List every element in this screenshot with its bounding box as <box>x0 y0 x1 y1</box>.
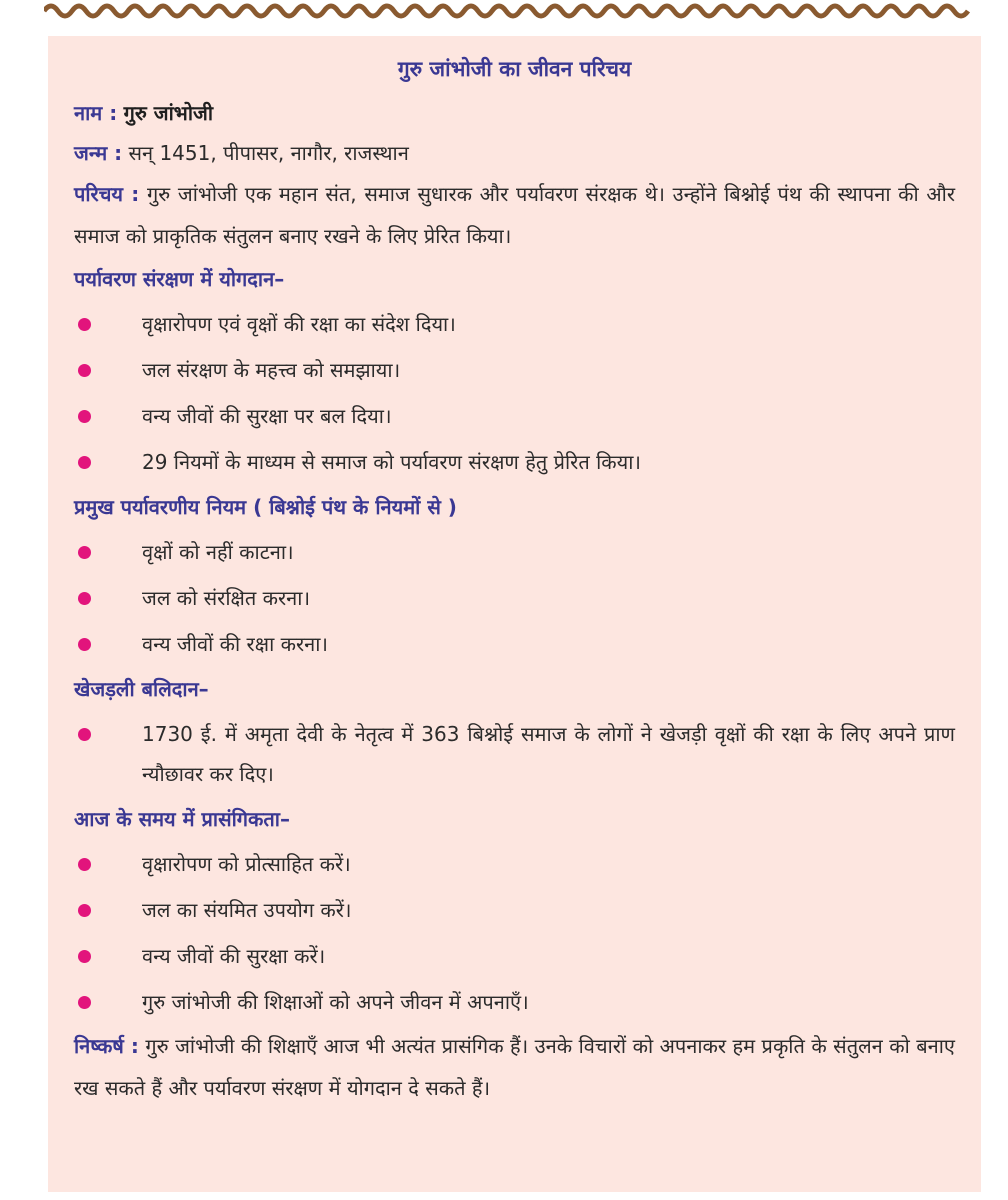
decorative-wave-border <box>44 0 974 22</box>
list-item-text: जल का संयमित उपयोग करें। <box>142 898 352 922</box>
name-row <box>74 93 955 133</box>
bullet-icon <box>78 364 91 377</box>
biography-card <box>48 36 981 1192</box>
list-item <box>74 979 955 1025</box>
relevance-heading: आज के समय में प्रासंगिकता– <box>74 807 290 831</box>
list-item <box>74 575 955 621</box>
list-item <box>74 347 955 393</box>
conclusion-text: गुरु जांभोजी की शिक्षाएँ आज भी अत्यंत प्रासंगिक हैं। उनके विचारों को अपनाकर हम प्रकृति के संतुलन को बनाए रख सकते हैं और पर्यावरण संरक्षण में योगदान दे सकते हैं। <box>74 1034 955 1100</box>
bullet-icon <box>78 592 91 605</box>
conclusion-label: निष्कर्ष : <box>74 1034 139 1058</box>
khejarli-heading: खेजड़ली बलिदान– <box>74 677 209 701</box>
bullet-icon <box>78 318 91 331</box>
contribution-heading: पर्यावरण संरक्षण में योगदान– <box>74 267 285 291</box>
list-item <box>74 393 955 439</box>
list-item <box>74 887 955 933</box>
name-label: नाम : <box>74 101 118 125</box>
list-item-text: गुरु जांभोजी की शिक्षाओं को अपने जीवन में अपनाएँ। <box>142 990 529 1014</box>
birth-value: सन् 1451, पीपासर, नागौर, राजस्थान <box>128 141 409 165</box>
list-item-text: 1730 ई. में अमृता देवी के नेतृत्व में 363 बिश्नोई समाज के लोगों ने खेजड़ी वृक्षों की रक्षा के लिए अपने प्राण न्यौछावर कर दिए। <box>142 722 955 786</box>
birth-label: जन्म : <box>74 141 123 165</box>
rules-list <box>74 529 955 667</box>
list-item-text: जल संरक्षण के महत्त्व को समझाया। <box>142 358 401 382</box>
list-item-text: वन्य जीवों की रक्षा करना। <box>142 632 329 656</box>
bullet-icon <box>78 546 91 559</box>
name-value: गुरु जांभोजी <box>123 101 214 125</box>
bullet-icon <box>78 858 91 871</box>
list-item-text: वन्य जीवों की सुरक्षा करें। <box>142 944 326 968</box>
bullet-icon <box>78 996 91 1009</box>
bullet-icon <box>78 728 91 741</box>
bullet-icon <box>78 950 91 963</box>
list-item-text: 29 नियमों के माध्यम से समाज को पर्यावरण संरक्षण हेतु प्रेरित किया। <box>142 450 642 474</box>
list-item-text: वन्य जीवों की सुरक्षा पर बल दिया। <box>142 404 392 428</box>
bullet-icon <box>78 904 91 917</box>
relevance-list <box>74 841 955 1025</box>
intro-paragraph <box>74 173 955 257</box>
birth-row <box>74 133 955 173</box>
list-item <box>74 841 955 887</box>
list-item-text: वृक्षों को नहीं काटना। <box>142 540 294 564</box>
contribution-list <box>74 301 955 485</box>
list-item-text: जल को संरक्षित करना। <box>142 586 311 610</box>
list-item <box>74 621 955 667</box>
conclusion-paragraph <box>74 1025 955 1109</box>
list-item-text: वृक्षारोपण एवं वृक्षों की रक्षा का संदेश दिया। <box>142 312 456 336</box>
intro-text: गुरु जांभोजी एक महान संत, समाज सुधारक और पर्यावरण संरक्षक थे। उन्होंने बिश्नोई पंथ की स्थापना की और समाज को प्राकृतिक संतुलन बनाए रखने के लिए प्रेरित किया। <box>74 182 956 248</box>
list-item <box>74 933 955 979</box>
card-title: गुरु जांभोजी का जीवन परिचय <box>397 57 632 81</box>
rules-heading: प्रमुख पर्यावरणीय नियम ( बिश्नोई पंथ के नियमों से ) <box>74 495 457 519</box>
list-item-text: वृक्षारोपण को प्रोत्साहित करें। <box>142 852 351 876</box>
list-item <box>74 529 955 575</box>
bullet-icon <box>78 638 91 651</box>
intro-label: परिचय : <box>74 182 140 206</box>
bullet-icon <box>78 410 91 423</box>
bullet-icon <box>78 456 91 469</box>
khejarli-list <box>74 711 955 797</box>
list-item <box>74 711 955 797</box>
list-item <box>74 439 955 485</box>
list-item <box>74 301 955 347</box>
